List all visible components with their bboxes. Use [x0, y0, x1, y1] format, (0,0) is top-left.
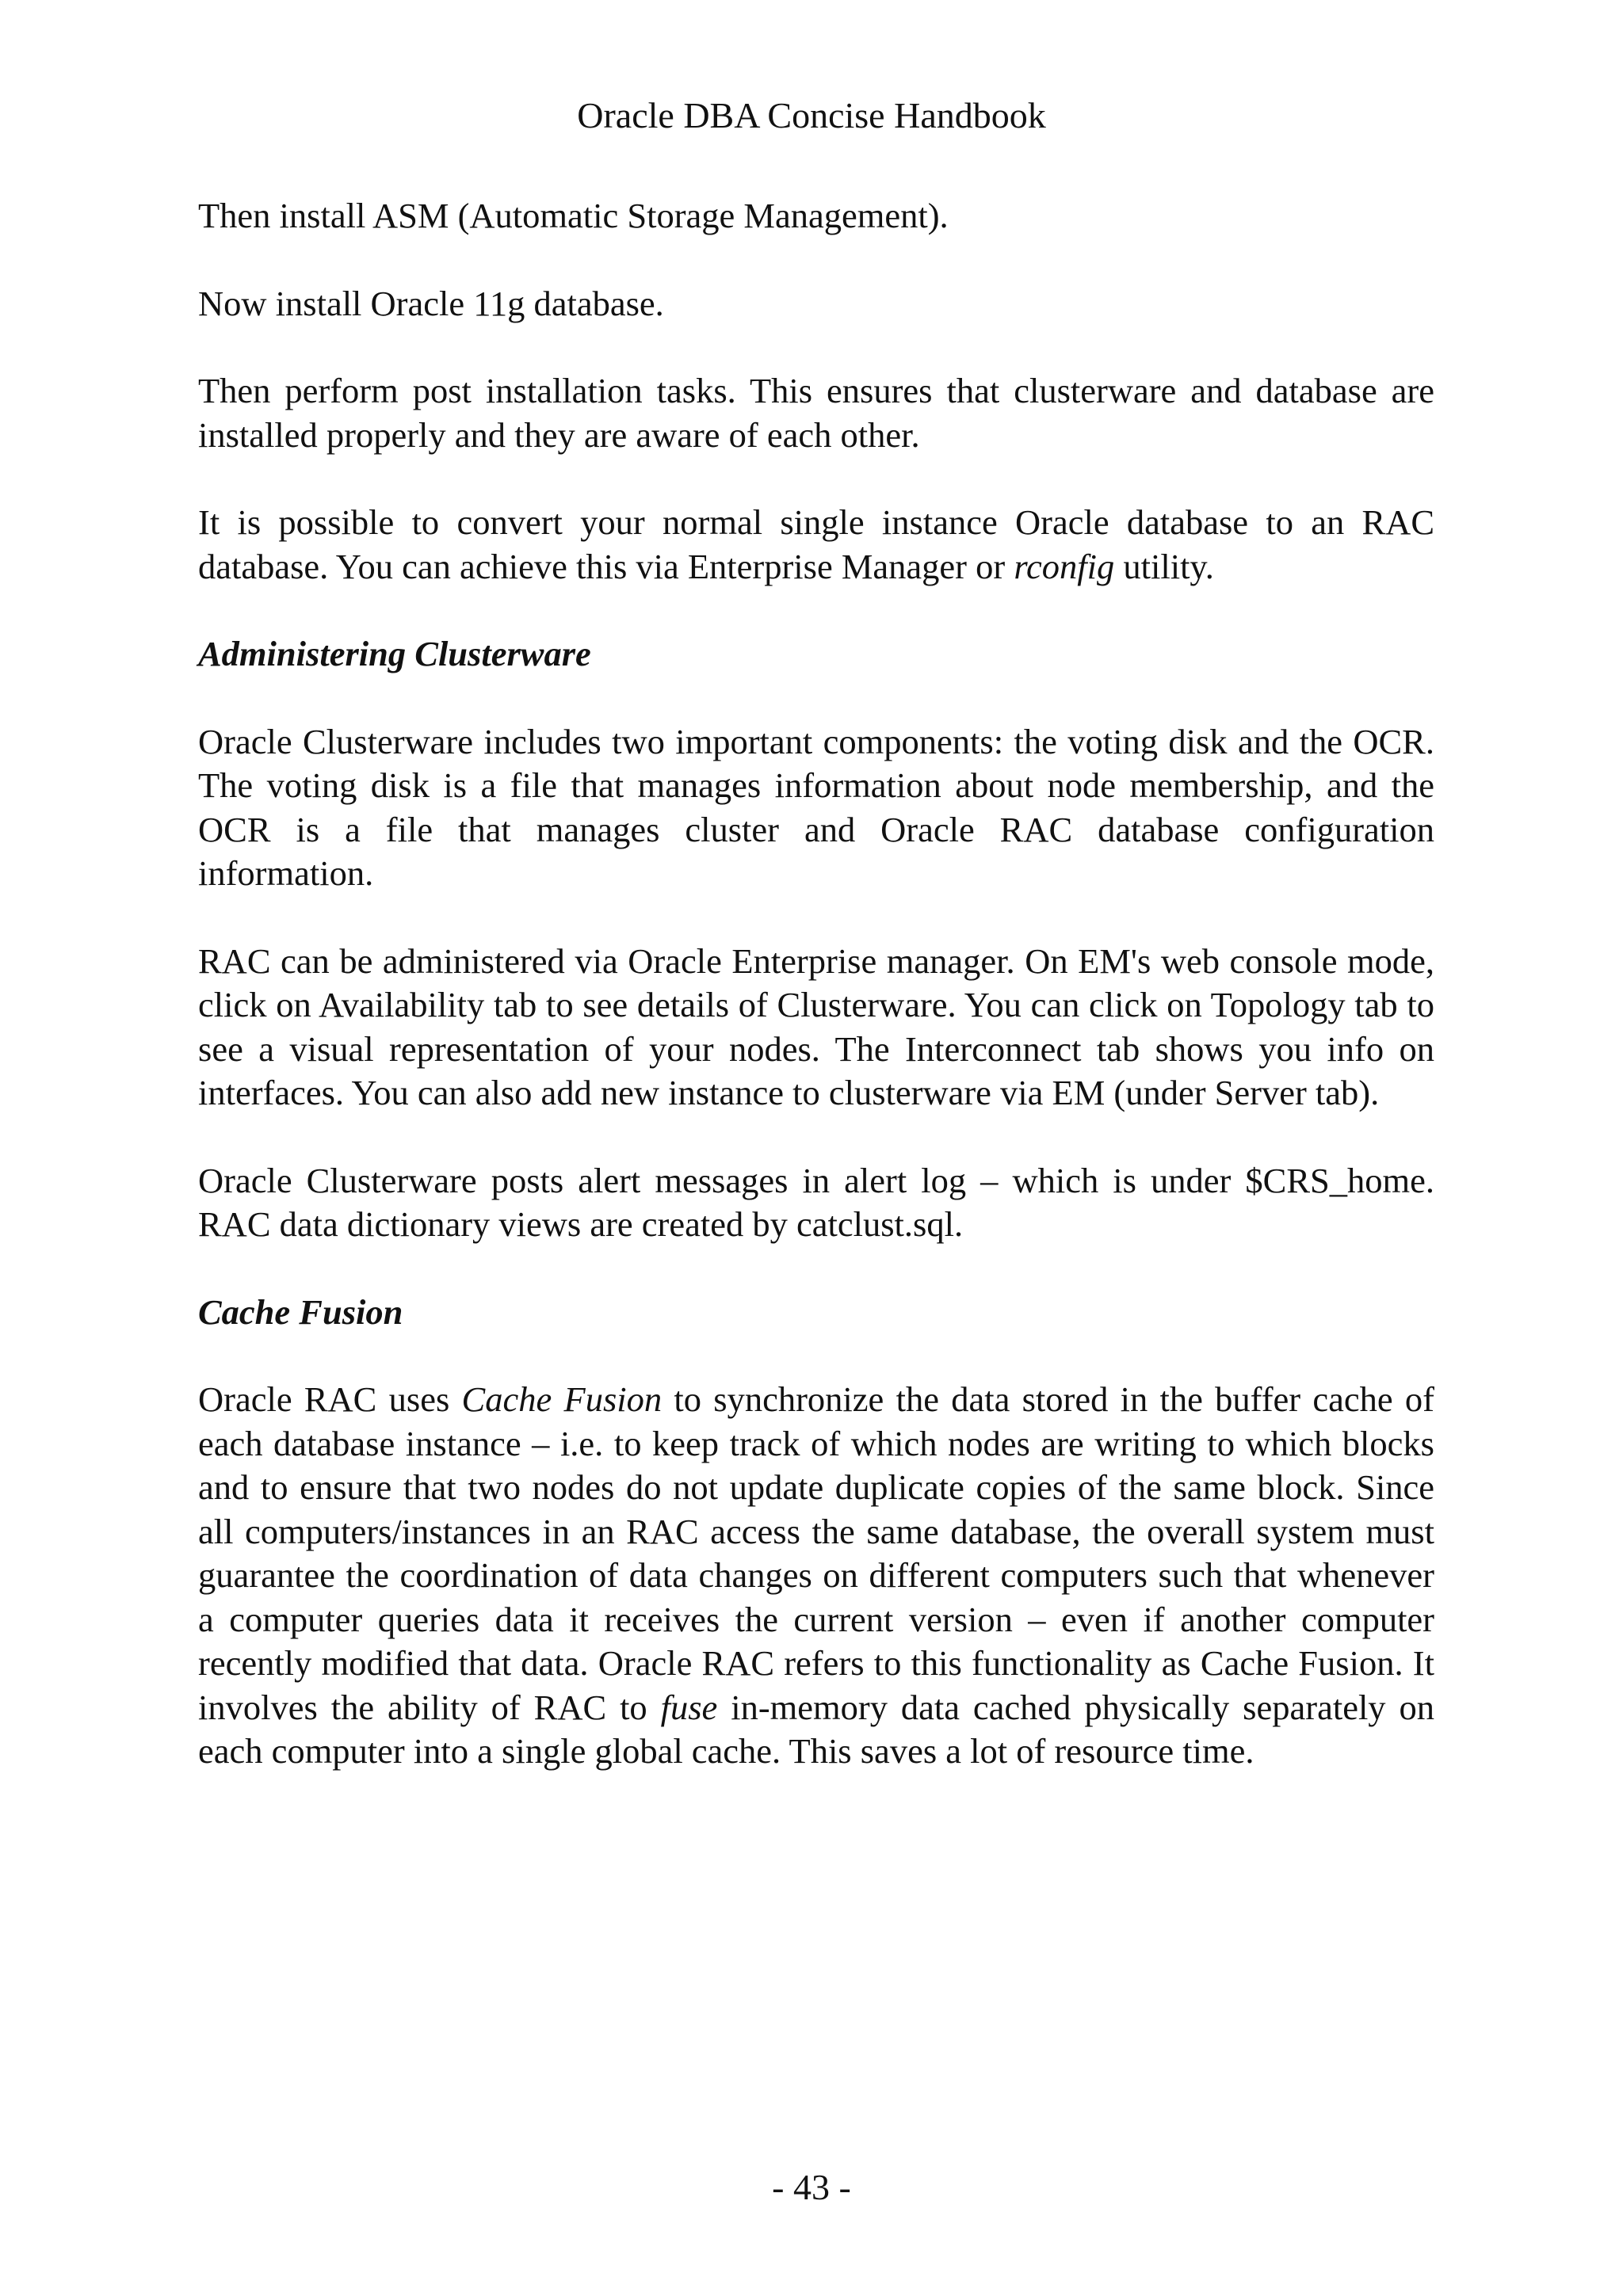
paragraph-text: to synchronize the data stored in the buffer cache of each database instance – i.e. to keep track of which nodes are writing to which blocks and to ensure that two nodes do not update duplicate copies of the same block. Since all computers/instances in an RAC access the same database, the overall system must guarantee the coordination of data changes on different computers such that whenever a computer queries data it receives the current version – even if another computer recently modified that data. Oracle RAC refers to this functionality as Cache Fusion. It involves the ability of RAC to	[198, 1379, 1434, 1727]
running-header: Oracle DBA Concise Handbook	[577, 95, 1046, 135]
emphasis-cache-fusion: Cache Fusion	[461, 1379, 663, 1419]
paragraph-text: utility.	[1114, 546, 1214, 586]
emphasis-fuse: fuse	[660, 1687, 718, 1727]
paragraph-post-installation: Then perform post installation tasks. This ensures that clusterware and database are installed properly and they are aware of each other.	[198, 371, 1434, 455]
section-heading-administering-clusterware: Administering Clusterware	[198, 634, 591, 673]
paragraph-clusterware-components: Oracle Clusterware includes two important components: the voting disk and the OCR. The voting disk is a file that manages information about node membership, and the OCR is a file that manages cluster and Oracle RAC database configuration information.	[198, 721, 1434, 893]
page-number: - 43 -	[772, 2167, 851, 2207]
emphasis-rconfig: rconfig	[1014, 546, 1115, 586]
page-body	[198, 194, 1434, 1817]
paragraph-enterprise-manager: RAC can be administered via Oracle Enterprise manager. On EM's web console mode, click on Availability tab to see details of Clusterware. You can click on Topology tab to see a visual representation of your nodes. The Interconnect tab shows you info on interfaces. You can also add new instance to clusterware via EM (under Server tab).	[198, 940, 1434, 1112]
paragraph-text: Oracle RAC uses	[198, 1379, 462, 1419]
paragraph-text: in-memory data cached physically separately on each computer into a single global cache. This saves a lot of resource time.	[198, 1687, 1434, 1771]
section-heading-cache-fusion: Cache Fusion	[198, 1291, 403, 1332]
paragraph-alert-messages: Oracle Clusterware posts alert messages in alert log – which is under $CRS_home. RAC data dictionary views are created by catclust.sql.	[198, 1160, 1434, 1244]
paragraph-install-asm: Then install ASM (Automatic Storage Management).	[198, 196, 949, 235]
paragraph-convert-to-rac	[198, 501, 1434, 589]
paragraph-install-database: Now install Oracle 11g database.	[198, 283, 664, 323]
paragraph-text: It is possible to convert your normal single instance Oracle database to an RAC database. You can achieve this via Enterprise Manager or	[198, 502, 1434, 586]
paragraph-cache-fusion	[198, 1378, 1434, 1774]
